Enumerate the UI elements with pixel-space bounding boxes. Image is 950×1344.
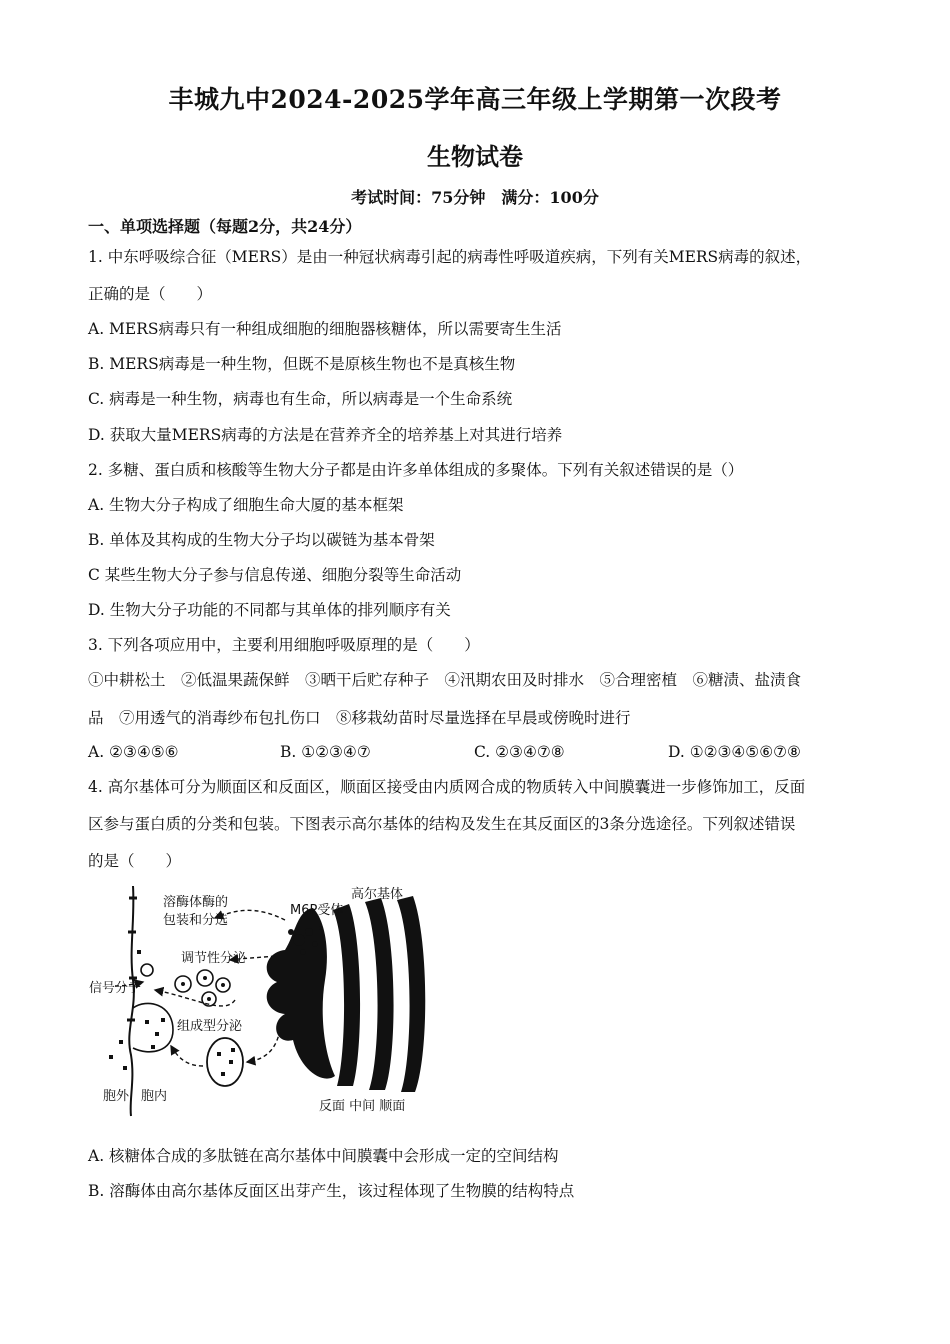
q1-option-c: C. 病毒是一种生物，病毒也有生命，所以病毒是一个生命系统 bbox=[88, 390, 513, 408]
q1-option-a: A. MERS病毒只有一种组成细胞的细胞器核糖体，所以需要寄生生活 bbox=[88, 320, 562, 338]
q2-stem: 2. 多糖、蛋白质和核酸等生物大分子都是由许多单体组成的多聚体。下列有关叙述错误的是（） bbox=[88, 461, 744, 479]
cell-membrane bbox=[129, 886, 134, 1116]
q4-stem-line3: 的是（ ） bbox=[88, 852, 182, 870]
cargo-molecules bbox=[109, 950, 235, 1076]
q2-option-a: A. 生物大分子构成了细胞生命大厦的基本框架 bbox=[88, 496, 404, 514]
q3-option-c: C. ②③④⑦⑧ bbox=[474, 743, 565, 761]
golgi-diagram bbox=[85, 880, 440, 1118]
section-heading: 一、单项选择题（每题2分，共24分） bbox=[88, 217, 362, 236]
q4-option-b: B. 溶酶体由高尔基体反面区出芽产生，该过程体现了生物膜的结构特点 bbox=[88, 1182, 575, 1200]
q1-stem-line2: 正确的是（ ） bbox=[88, 285, 213, 303]
q4-option-a: A. 核糖体合成的多肽链在高尔基体中间膜囊中会形成一定的空间结构 bbox=[88, 1147, 559, 1165]
fusing-vesicle bbox=[133, 1003, 173, 1051]
q3-items-line2: 品 ⑦用透气的消毒纱布包扎伤口 ⑧移栽幼苗时尽量选择在早晨或傍晚时进行 bbox=[88, 709, 631, 727]
subject-title: 生物试卷 bbox=[427, 142, 523, 171]
golgi-stack bbox=[267, 896, 426, 1092]
exam-title: 丰城九中2024-2025学年高三年级上学期第一次段考 bbox=[168, 85, 782, 114]
exam-info: 考试时间：75分钟 满分：100分 bbox=[351, 188, 599, 207]
label-m6p-receptor: M6P受体 bbox=[290, 903, 344, 918]
label-lysosome-1: 溶酶体酶的 bbox=[163, 895, 229, 910]
q2-option-c: C 某些生物大分子参与信息传递、细胞分裂等生命活动 bbox=[88, 566, 462, 584]
label-signal-molecule: 信号分子 bbox=[89, 981, 142, 996]
q3-option-d: D. ①②③④⑤⑥⑦⑧ bbox=[668, 743, 801, 761]
label-lysosome-2: 包装和分选 bbox=[163, 913, 229, 928]
q3-stem: 3. 下列各项应用中，主要利用细胞呼吸原理的是（ ） bbox=[88, 636, 480, 654]
label-intracellular: 胞内 bbox=[141, 1089, 168, 1104]
secretory-vesicles bbox=[141, 964, 230, 1006]
label-constitutive-secretion: 组成型分泌 bbox=[177, 1019, 243, 1034]
constitutive-vesicle bbox=[207, 1038, 243, 1086]
q1-stem-line1: 1. 中东呼吸综合征（MERS）是由一种冠状病毒引起的病毒性呼吸道疾病，下列有关MERS病毒的叙述， bbox=[88, 248, 812, 266]
label-extracellular: 胞外 bbox=[103, 1089, 130, 1104]
label-golgi-faces: 反面 中间 顺面 bbox=[319, 1099, 406, 1114]
q2-option-b: B. 单体及其构成的生物大分子均以碳链为基本骨架 bbox=[88, 531, 435, 549]
label-regulated-secretion: 调节性分泌 bbox=[181, 951, 247, 966]
q3-option-b: B. ①②③④⑦ bbox=[280, 743, 371, 761]
label-golgi: 高尔基体 bbox=[351, 887, 404, 902]
q2-option-d: D. 生物大分子功能的不同都与其单体的排列顺序有关 bbox=[88, 601, 451, 619]
q1-option-b: B. MERS病毒是一种生物，但既不是原核生物也不是真核生物 bbox=[88, 355, 516, 373]
q1-option-d: D. 获取大量MERS病毒的方法是在营养齐全的培养基上对其进行培养 bbox=[88, 426, 563, 444]
q4-stem-line2: 区参与蛋白质的分类和包装。下图表示高尔基体的结构及发生在其反面区的3条分选途径。下列叙述错误 bbox=[88, 815, 796, 833]
q3-option-a: A. ②③④⑤⑥ bbox=[88, 743, 179, 761]
golgi-figure bbox=[85, 880, 440, 1118]
q4-stem-line1: 4. 高尔基体可分为顺面区和反面区，顺面区接受由内质网合成的物质转入中间膜囊进一步修饰加工，反面 bbox=[88, 778, 806, 796]
q3-items-line1: ①中耕松土 ②低温果蔬保鲜 ③晒干后贮存种子 ④汛期农田及时排水 ⑤合理密植 ⑥糖渍、盐渍食 bbox=[88, 671, 802, 689]
